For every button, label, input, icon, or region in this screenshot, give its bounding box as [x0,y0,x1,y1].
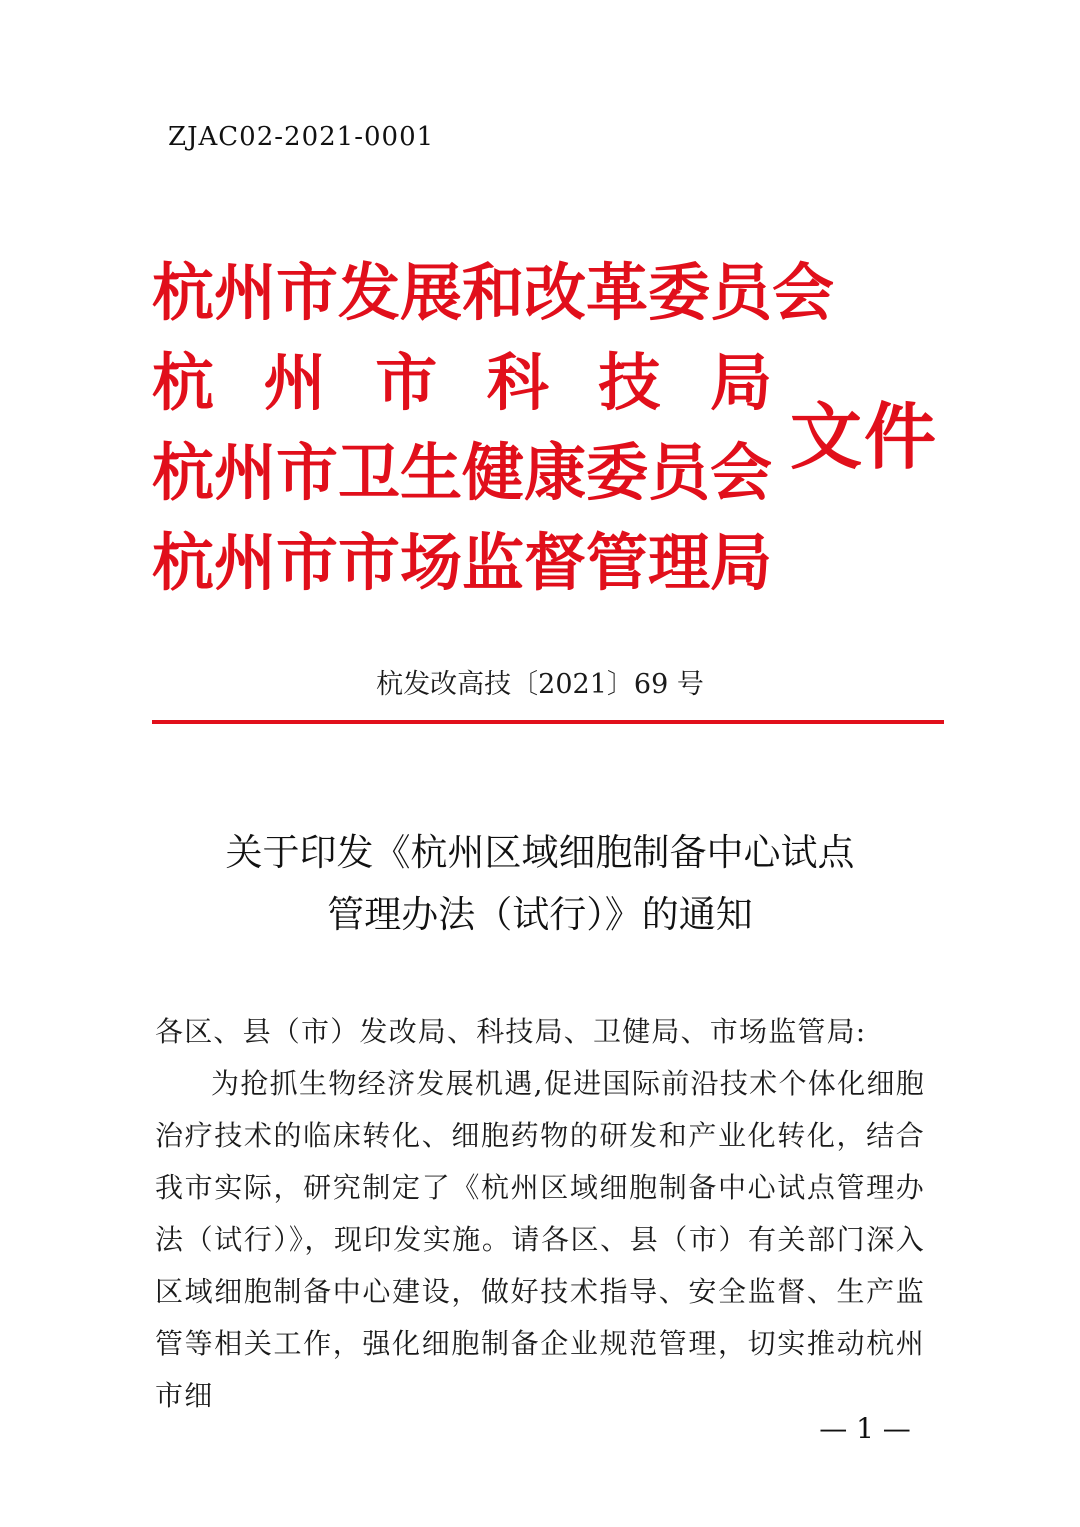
page-number: — 1 — [819,1412,911,1445]
issuer-health-commission: 杭州市卫生健康委员会 [152,436,773,509]
issuer-char: 局 [709,346,772,419]
document-number: 杭发改高技〔2021〕69 号 [376,669,704,700]
notice-body [155,1006,925,1422]
salutation: 各区、县（市）发改局、科技局、卫健局、市场监管局: [155,1015,867,1048]
issuer-char: 技 [598,346,661,419]
issuer-char: 市 [375,346,438,419]
notice-title [0,822,1080,946]
issuer-char: 科 [486,346,549,419]
document-suffix: 文件 [790,395,939,479]
issuer-science-technology [152,338,772,428]
issuer-char: 杭 [152,346,215,419]
issuing-agencies [152,248,835,608]
red-divider [152,720,944,724]
body-paragraph: 为抢抓生物经济发展机遇,促进国际前沿技术个体化细胞治疗技术的临床转化、细胞药物的研发和产业化转化，结合我市实际，研究制定了《杭州区域细胞制备中心试点管理办法（试行）》，现印发实施。请各区、县（市）有关部门深入区域细胞制备中心建设，做好技术指导、安全监督、生产监管等相关工作，强化细胞制备企业规范管理，切实推动杭州市细 [155,1067,925,1412]
issuer-char: 州 [263,346,326,419]
notice-title-line-2: 管理办法（试行）》的通知 [327,893,753,936]
issuer-market-supervision: 杭州市市场监督管理局 [152,526,773,599]
document-code: ZJAC02-2021-0001 [168,122,435,152]
issuer-development-reform: 杭州市发展和改革委员会 [152,256,835,329]
notice-title-line-1: 关于印发《杭州区域细胞制备中心试点 [225,831,855,874]
